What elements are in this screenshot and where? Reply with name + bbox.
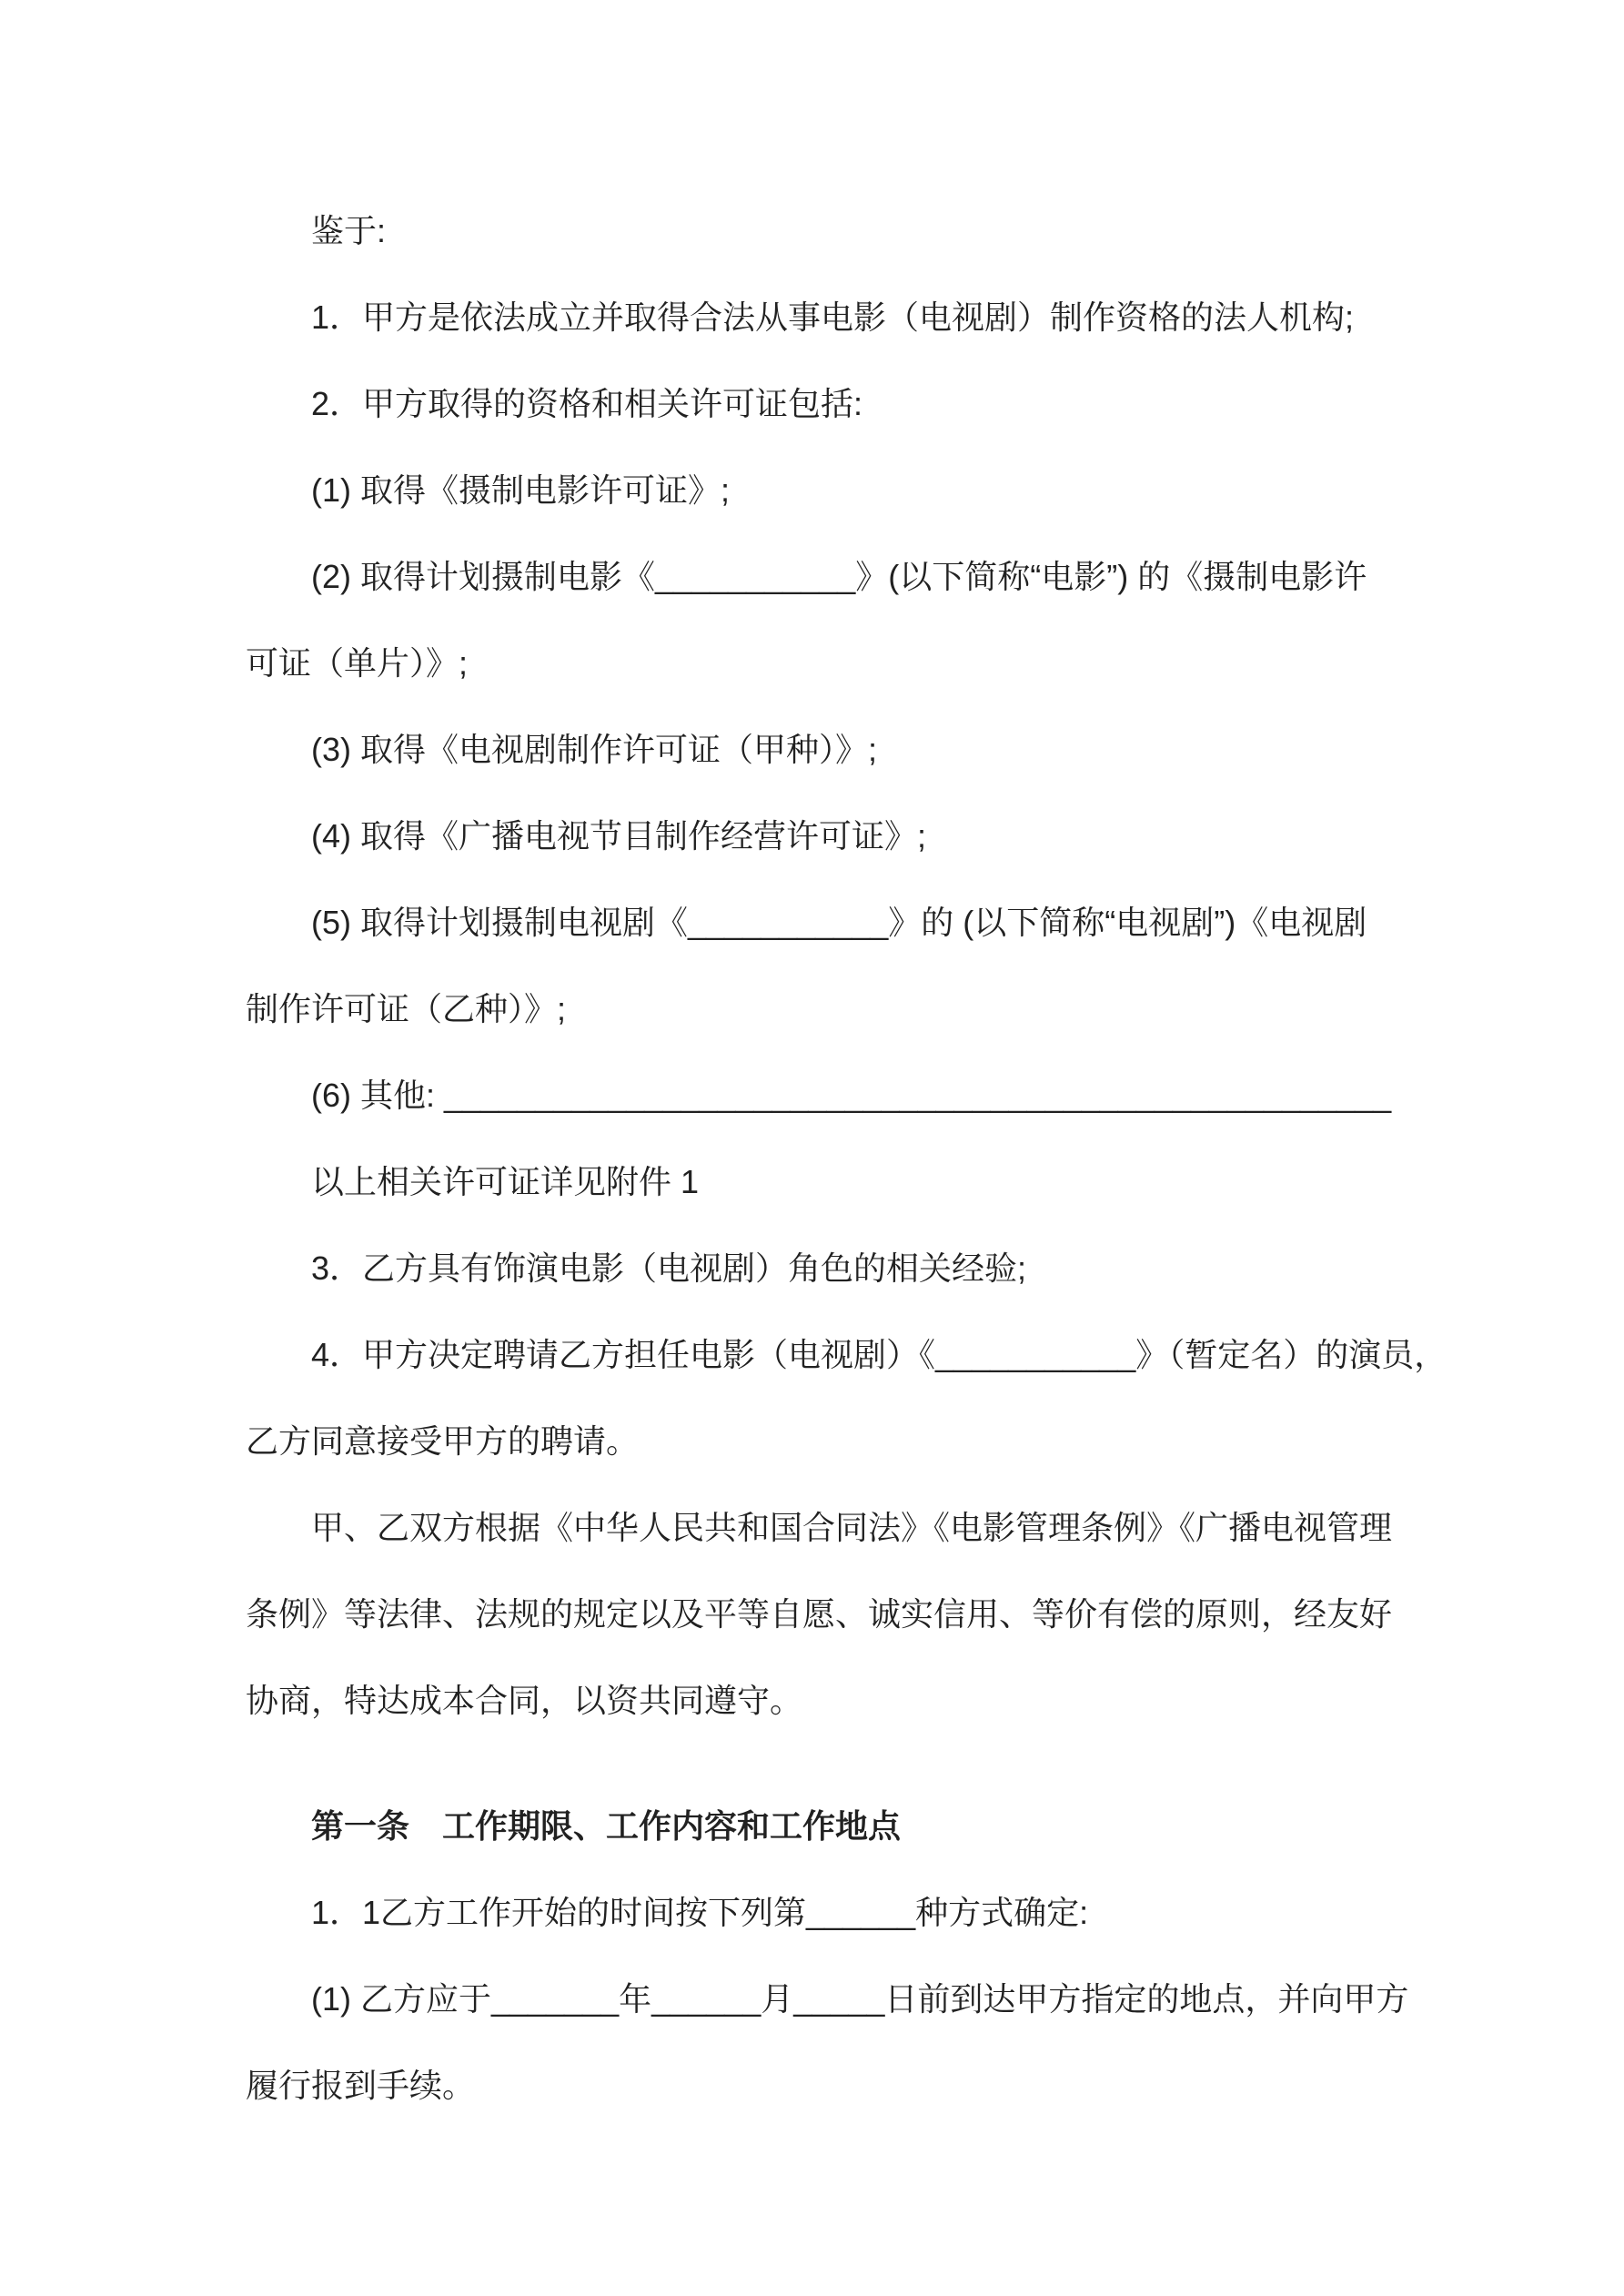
recital-2: 2．甲方取得的资格和相关许可证包括: [311,385,863,422]
license-item-1: (1) 取得《摄制电影许可证》; [311,471,731,509]
recital-4-line-2: 乙方同意接受甲方的聘请。 [246,1422,640,1460]
license-item-2-line-1: (2) 取得计划摄制电影《___________》(以下简称“电影”) 的《摄制电影许 [311,558,1367,595]
license-item-5-line-2: 制作许可证（乙种）》; [246,990,567,1027]
recital-4-line-1: 4．甲方决定聘请乙方担任电影（电视剧）《___________》（暂定名）的演员， [311,1336,1447,1373]
license-item-2-line-2: 可证（单片）》; [246,644,469,682]
clause-1-1: 1．1乙方工作开始的时间按下列第______种方式确定: [311,1894,1089,1931]
recital-3: 3．乙方具有饰演电影（电视剧）角色的相关经验; [311,1249,1027,1287]
article-1-heading: 第一条 工作期限、工作内容和工作地点 [311,1807,902,1845]
license-item-3: (3) 取得《电视剧制作许可证（甲种）》; [311,731,878,768]
legal-basis-line-2: 条例》等法律、法规的规定以及平等自愿、诚实信用、等价有偿的原则，经友好 [246,1595,1393,1633]
clause-1-1-item-1-line-2: 履行报到手续。 [246,2067,476,2104]
clause-1-1-item-1-line-1: (1) 乙方应于_______年______月_____日前到达甲方指定的地点，并向甲方 [311,1980,1409,2018]
legal-basis-line-1: 甲、乙双方根据《中华人民共和国合同法》《电影管理条例》《广播电视管理 [311,1509,1393,1546]
license-item-6-blank: (6) 其他: ____________________________________________________ [311,1077,1392,1114]
recital-1: 1．甲方是依法成立并取得合法从事电影（电视剧）制作资格的法人机构; [311,298,1355,336]
license-item-5-line-1: (5) 取得计划摄制电视剧《___________》的 (以下简称“电视剧”)《电视剧 [311,904,1367,941]
whereas-label: 鉴于: [311,212,387,249]
license-item-4: (4) 取得《广播电视节目制作经营许可证》; [311,817,927,855]
legal-basis-line-3: 协商，特达成本合同，以资共同遵守。 [246,1682,803,1719]
licenses-attachment-note: 以上相关许可证详见附件 1 [311,1163,700,1200]
